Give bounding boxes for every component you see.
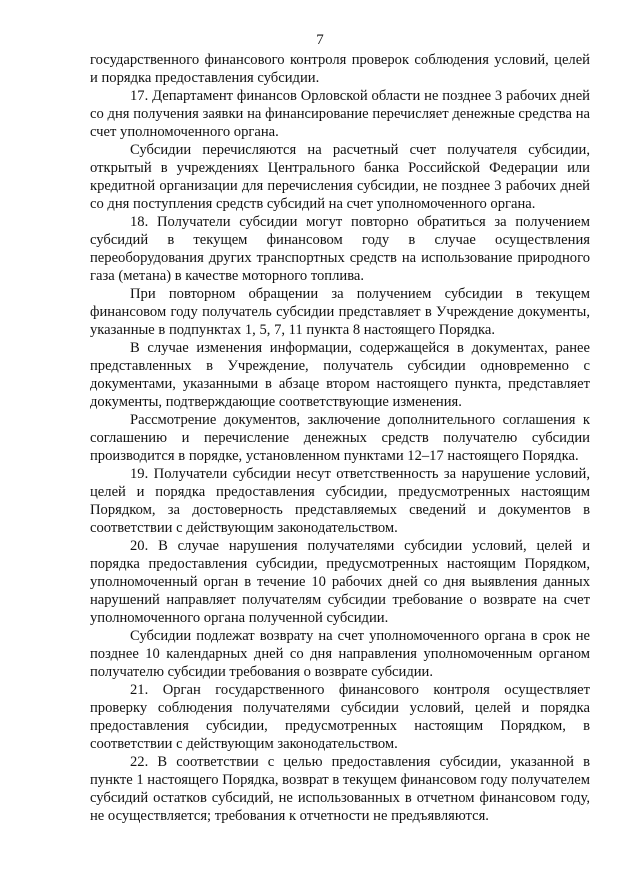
paragraph-item-20: 20. В случае нарушения получателями субсидии условий, целей и порядка предоставления субсидии, предусмотренных настоящим Порядком, уполномоченный орган в течение 10 рабочих дней со дня выявления данных нарушений направляет получателям субсидии требование о возврате на счет уполномоченного органа полученной субсидии. <box>90 538 590 626</box>
paragraph-item-17: 17. Департамент финансов Орловской области не позднее 3 рабочих дней со дня получения заявки на финансирование перечисляет денежные средства на счет уполномоченного органа. <box>90 88 590 140</box>
paragraph-item-17-transfer: Субсидии перечисляются на расчетный счет получателя субсидии, открытый в учреждениях Центрального банка Российской Федерации или кредитной организации для перечисления субсидии, не позднее 3 рабочих дней со дня поступления средств субсидий на счет уполномоченного органа. <box>90 142 590 212</box>
document-body <box>90 51 590 825</box>
paragraph-item-21: 21. Орган государственного финансового контроля осуществляет проверку соблюдения получателями субсидии условий, целей и порядка предоставления субсидии, предусмотренных настоящим Порядком, в соответствии с действующим законодательством. <box>90 682 590 752</box>
paragraph-item-19: 19. Получатели субсидии несут ответственность за нарушение условий, целей и порядка предоставления субсидии, предусмотренных настоящим Порядком, за достоверность представляемых сведений и документов в соответствии с действующим законодательством. <box>90 466 590 536</box>
paragraph-item-18-repeat-request: При повторном обращении за получением субсидии в текущем финансовом году получатель субсидии представляет в Учреждение документы, указанные в подпунктах 1, 5, 7, 11 пункта 8 настоящего Порядка. <box>90 286 590 338</box>
paragraph-item-18-review: Рассмотрение документов, заключение дополнительного соглашения к соглашению и перечисление денежных средств получателю субсидии производится в порядке, установленном пунктами 12–17 настоящего Порядка. <box>90 412 590 464</box>
page-number: 7 <box>316 32 324 48</box>
paragraph-item-22: 22. В соответствии с целью предоставления субсидии, указанной в пункте 1 настоящего Порядка, возврат в текущем финансовом году получателем субсидий остатков субсидий, не использованных в отчетном финансовом году, не осуществляется; требования к отчетности не предъявляются. <box>90 754 590 824</box>
paragraph-item-18: 18. Получатели субсидии могут повторно обратиться за получением субсидий в текущем финансовом году в случае осуществления переоборудования других транспортных средств на использование природного газа (метана) в качестве моторного топлива. <box>90 214 590 284</box>
paragraph-item-20-refund: Субсидии подлежат возврату на счет уполномоченного органа в срок не позднее 10 календарных дней со дня направления уполномоченным органом получателю субсидии требования о возврате субсидии. <box>90 628 590 680</box>
paragraph-continuation: государственного финансового контроля проверок соблюдения условий, целей и порядка предоставления субсидии. <box>90 52 590 86</box>
paragraph-item-18-changes: В случае изменения информации, содержащейся в документах, ранее представленных в Учреждение, получатель субсидии одновременно с документами, указанными в абзаце втором настоящего пункта, представляет документы, подтверждающие соответствующие изменения. <box>90 340 590 410</box>
